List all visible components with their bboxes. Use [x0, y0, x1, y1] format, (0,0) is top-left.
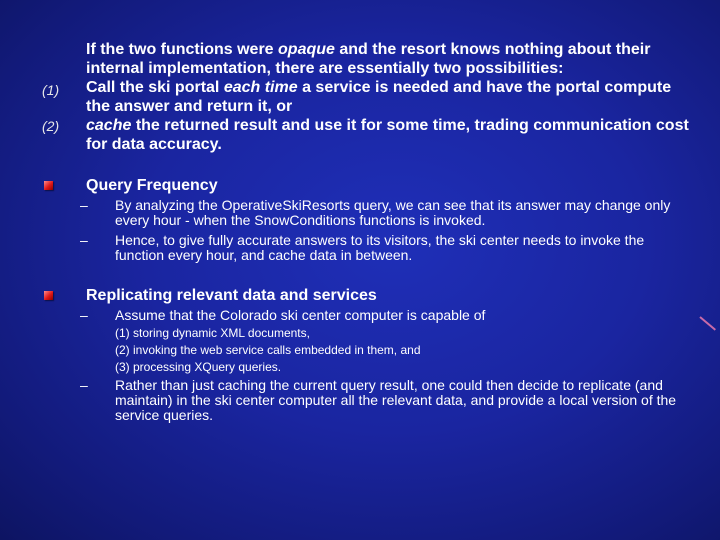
intro-paragraph	[86, 40, 696, 154]
option-1-marker: (1)	[42, 82, 60, 98]
section-title-query-frequency: Query Frequency	[86, 177, 218, 194]
option-2-marker: (2)	[42, 118, 60, 134]
decorative-line	[699, 316, 716, 330]
dash-icon: –	[80, 307, 88, 323]
sub-sub-item: (3) processing XQuery queries.	[115, 360, 282, 374]
dash-icon: –	[80, 197, 88, 213]
sub-sub-item: (1) storing dynamic XML documents,	[115, 326, 310, 340]
section-bullet-icon	[44, 181, 53, 190]
intro-text: If the two functions were opaque and the resort knows nothing about their internal implementation, there are essentially two possibilities:	[86, 41, 651, 77]
sub-item: Hence, to give fully accurate answers to its visitors, the ski center needs to invoke the function every hour, and cache data in between.	[115, 232, 645, 263]
sub-item: Assume that the Colorado ski center computer is capable of	[115, 307, 486, 323]
dash-icon: –	[80, 377, 88, 393]
section-bullet-icon	[44, 291, 53, 300]
sub-sub-item: (2) invoking the web service calls embedded in them, and	[115, 343, 421, 357]
sub-item: Rather than just caching the current query result, one could then decide to replicate (and maintain) in the ski center computer all the relevant data, and provide a local version of the service queries.	[115, 377, 677, 423]
sub-item: By analyzing the OperativeSkiResorts query, we can see that its answer may change only every hour - when the SnowConditions functions is invoked.	[115, 197, 671, 228]
section-title-replicating: Replicating relevant data and services	[86, 287, 377, 304]
option-2-text: cache the returned result and use it for some time, trading communication cost for data accuracy.	[86, 117, 689, 153]
option-1-text: Call the ski portal each time a service is needed and have the portal compute the answer and return it, or	[86, 79, 672, 115]
dash-icon: –	[80, 232, 88, 248]
